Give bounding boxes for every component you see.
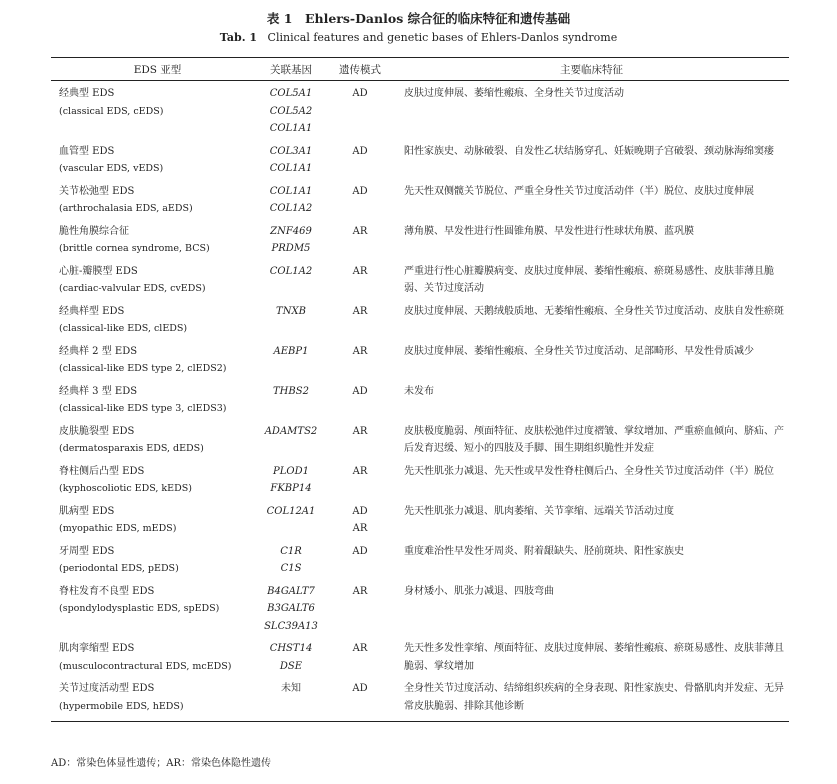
mode-cell	[326, 219, 394, 259]
subtype-name-en: (classical-like EDS type 3, clEDS3)	[59, 403, 227, 414]
gene-name: C1R	[280, 545, 302, 557]
features-cell: 薄角膜、早发性进行性圆锥角膜、早发性进行性球状角膜、蓝巩膜	[404, 225, 694, 237]
header-mode: 遗传模式	[326, 58, 394, 81]
table-row	[51, 81, 789, 139]
inheritance-mode: AR	[352, 465, 368, 477]
gene-name: COL1A2	[269, 265, 313, 277]
table-row	[51, 179, 789, 219]
gene-name: COL1A1	[269, 163, 313, 174]
table-row	[51, 419, 789, 459]
subtype-name-cn: 关节松弛型 EDS	[59, 185, 135, 197]
eds-table	[51, 57, 789, 722]
gene-name: ZNF469	[270, 225, 312, 237]
gene-name: DSE	[279, 660, 303, 672]
inheritance-mode: AR	[352, 225, 368, 237]
inheritance-mode: AR	[352, 345, 368, 357]
mode-cell	[326, 259, 394, 299]
subtype-name-en: (classical-like EDS type 2, clEDS2)	[59, 363, 227, 374]
features-cell: 未发布	[404, 385, 434, 397]
table-row	[51, 379, 789, 419]
mode-cell	[326, 139, 394, 179]
table-row	[51, 676, 789, 722]
subtype-name-en: (arthrochalasia EDS, aEDS)	[59, 203, 193, 214]
gene-cell	[256, 339, 326, 379]
table-row	[51, 499, 789, 539]
subtype-name-cn: 脆性角膜综合征	[59, 225, 129, 237]
gene-name: ADAMTS2	[264, 425, 318, 437]
gene-name: TNXB	[276, 305, 306, 317]
gene-name: 未知	[281, 683, 301, 694]
subtype-cell	[51, 339, 256, 379]
gene-cell	[256, 179, 326, 219]
table-row	[51, 459, 789, 499]
inheritance-mode: AD	[352, 545, 368, 557]
table-row	[51, 299, 789, 339]
gene-name: FKBP14	[270, 483, 312, 494]
subtype-name-en: (musculocontractural EDS, mcEDS)	[59, 660, 232, 672]
features-cell: 身材矮小、肌张力减退、四肢弯曲	[404, 585, 554, 597]
subtype-name-cn: 心脏-瓣膜型 EDS	[59, 265, 138, 277]
footnote: AD：常染色体显性遗传；AR：常染色体隐性遗传	[51, 758, 271, 769]
inheritance-mode: AD	[352, 505, 368, 517]
gene-cell	[256, 219, 326, 259]
gene-name: COL12A1	[266, 505, 316, 517]
features-cell: 皮肤过度伸展、萎缩性瘢痕、全身性关节过度活动、足部畸形、早发性骨质减少	[404, 345, 754, 357]
table-row	[51, 339, 789, 379]
table-body	[51, 81, 789, 722]
subtype-cell	[51, 539, 256, 579]
gene-cell	[256, 579, 326, 637]
inheritance-mode: AR	[352, 265, 368, 277]
subtype-name-cn: 牙周型 EDS	[59, 545, 115, 557]
subtype-name-en: (classical EDS, cEDS)	[59, 105, 164, 117]
inheritance-mode: AR	[352, 643, 368, 654]
subtype-name-cn: 肌肉挛缩型 EDS	[59, 643, 135, 654]
gene-cell	[256, 539, 326, 579]
inheritance-mode: AD	[352, 385, 368, 397]
subtype-cell	[51, 179, 256, 219]
gene-name: COL5A1	[269, 88, 313, 99]
subtype-name-en: (hypermobile EDS, hEDS)	[59, 700, 184, 712]
subtype-name-en: (spondylodysplastic EDS, spEDS)	[59, 603, 220, 614]
features-cell: 皮肤极度脆弱、颅面特征、皮肤松弛伴过度褶皱、掌纹增加、严重瘀血倾向、脐疝、产后发育迟缓、短小的四肢及手脚、围生期组织脆性并发症	[404, 425, 784, 454]
header-subtype: EDS 亚型	[51, 58, 256, 81]
subtype-name-cn: 血管型 EDS	[59, 145, 115, 157]
subtype-name-cn: 肌病型 EDS	[59, 505, 115, 517]
gene-cell	[256, 459, 326, 499]
subtype-name-cn: 经典型 EDS	[59, 88, 115, 99]
gene-name: PLOD1	[273, 465, 309, 477]
subtype-name-en: (brittle cornea syndrome, BCS)	[59, 243, 210, 254]
mode-cell	[326, 419, 394, 459]
gene-name: COL1A1	[269, 123, 313, 134]
subtype-name-en: (classical-like EDS, clEDS)	[59, 323, 188, 334]
features-cell: 阳性家族史、动脉破裂、自发性乙状结肠穿孔、妊娠晚期子宫破裂、颈动脉海绵窦瘘	[404, 145, 774, 157]
gene-name: B4GALT7	[267, 585, 315, 597]
subtype-cell	[51, 419, 256, 459]
mode-cell	[326, 179, 394, 219]
table-row	[51, 219, 789, 259]
subtype-cell	[51, 259, 256, 299]
inheritance-mode: AD	[352, 683, 368, 694]
mode-cell	[326, 81, 394, 139]
subtype-name-en: (myopathic EDS, mEDS)	[59, 523, 177, 534]
table-row	[51, 539, 789, 579]
gene-name: C1S	[280, 563, 302, 574]
gene-cell	[256, 419, 326, 459]
subtype-name-en: (periodontal EDS, pEDS)	[59, 563, 179, 574]
gene-name: COL1A2	[269, 203, 313, 214]
mode-cell	[326, 499, 394, 539]
mode-cell	[326, 539, 394, 579]
inheritance-mode: AR	[352, 305, 368, 317]
table-title-en	[0, 30, 837, 46]
subtype-cell	[51, 299, 256, 339]
table-row	[51, 259, 789, 299]
subtype-cell	[51, 139, 256, 179]
inheritance-mode: AR	[352, 425, 368, 437]
subtype-cell	[51, 579, 256, 637]
gene-cell	[256, 379, 326, 419]
features-cell: 严重进行性心脏瓣膜病变、皮肤过度伸展、萎缩性瘢痕、瘀斑易感性、皮肤菲薄且脆弱、关节过度活动	[404, 265, 774, 294]
subtype-cell	[51, 81, 256, 139]
subtype-name-cn: 脊柱侧后凸型 EDS	[59, 465, 145, 477]
inheritance-mode: AD	[352, 145, 368, 157]
table-row	[51, 636, 789, 676]
subtype-cell	[51, 459, 256, 499]
subtype-name-cn: 经典样 3 型 EDS	[59, 385, 138, 397]
header-gene: 关联基因	[256, 58, 326, 81]
gene-name: PRDM5	[271, 243, 311, 254]
subtype-name-cn: 脊柱发育不良型 EDS	[59, 585, 155, 597]
subtype-cell	[51, 379, 256, 419]
mode-cell	[326, 299, 394, 339]
subtype-name-cn: 关节过度活动型 EDS	[59, 683, 155, 694]
gene-cell	[256, 299, 326, 339]
features-cell: 先天性双侧髋关节脱位、严重全身性关节过度活动伴（半）脱位、皮肤过度伸展	[404, 185, 754, 197]
subtype-name-en: (vascular EDS, vEDS)	[59, 163, 164, 174]
header-row	[51, 58, 789, 81]
features-cell: 重度难治性早发性牙周炎、附着龈缺失、胫前斑块、阳性家族史	[404, 545, 684, 557]
gene-name: COL3A1	[269, 145, 313, 157]
table-row	[51, 579, 789, 637]
subtype-name-en: (kyphoscoliotic EDS, kEDS)	[59, 483, 192, 494]
subtype-cell	[51, 636, 256, 676]
features-cell: 皮肤过度伸展、萎缩性瘢痕、全身性关节过度活动	[404, 88, 624, 99]
mode-cell	[326, 636, 394, 676]
gene-name: CHST14	[269, 643, 313, 654]
subtype-name-cn: 皮肤脆裂型 EDS	[59, 425, 135, 437]
features-cell: 先天性肌张力减退、肌肉萎缩、关节挛缩、远端关节活动过度	[404, 505, 674, 517]
table-label: Tab. 1	[219, 31, 258, 44]
inheritance-mode: AD	[352, 185, 368, 197]
mode-cell	[326, 676, 394, 722]
gene-cell	[256, 676, 326, 722]
features-cell: 先天性肌张力减退、先天性或早发性脊柱侧后凸、全身性关节过度活动伴（半）脱位	[404, 465, 774, 477]
subtype-cell	[51, 219, 256, 259]
header-features: 主要临床特征	[394, 58, 789, 81]
gene-cell	[256, 259, 326, 299]
mode-cell	[326, 339, 394, 379]
mode-cell	[326, 379, 394, 419]
inheritance-mode: AR	[352, 585, 368, 597]
features-cell: 全身性关节过度活动、结缔组织疾病的全身表现、阳性家族史、骨骼肌肉并发症、无异常皮肤脆弱、排除其他诊断	[394, 676, 789, 722]
gene-name: AEBP1	[273, 345, 309, 357]
table-title-cn: 表 1 Ehlers-Danlos 综合征的临床特征和遗传基础	[266, 11, 571, 26]
table-caption-en: Clinical features and genetic bases of Ehlers-Danlos syndrome	[267, 31, 618, 44]
features-cell: 先天性多发性挛缩、颅面特征、皮肤过度伸展、萎缩性瘢痕、瘀斑易感性、皮肤菲薄且脆弱、掌纹增加	[404, 643, 784, 672]
gene-cell	[256, 139, 326, 179]
subtype-name-cn: 经典样型 EDS	[59, 305, 125, 317]
mode-cell	[326, 459, 394, 499]
subtype-cell	[51, 499, 256, 539]
gene-name: COL1A1	[269, 185, 313, 197]
subtype-name-cn: 经典样 2 型 EDS	[59, 345, 138, 357]
features-cell: 皮肤过度伸展、天鹅绒般质地、无萎缩性瘢痕、全身性关节过度活动、皮肤自发性瘀斑	[404, 305, 784, 317]
mode-cell	[326, 579, 394, 637]
subtype-name-en: (cardiac-valvular EDS, cvEDS)	[59, 283, 206, 294]
gene-name: THBS2	[273, 385, 309, 397]
table-row	[51, 139, 789, 179]
gene-name: SLC39A13	[264, 620, 318, 632]
gene-cell	[256, 636, 326, 676]
inheritance-mode: AD	[352, 88, 368, 99]
gene-name: B3GALT6	[267, 603, 315, 614]
gene-cell	[256, 81, 326, 139]
gene-name: COL5A2	[269, 105, 313, 117]
gene-cell	[256, 499, 326, 539]
inheritance-mode: AR	[352, 523, 368, 534]
subtype-cell	[51, 676, 256, 722]
subtype-name-en: (dermatosparaxis EDS, dEDS)	[59, 443, 204, 454]
